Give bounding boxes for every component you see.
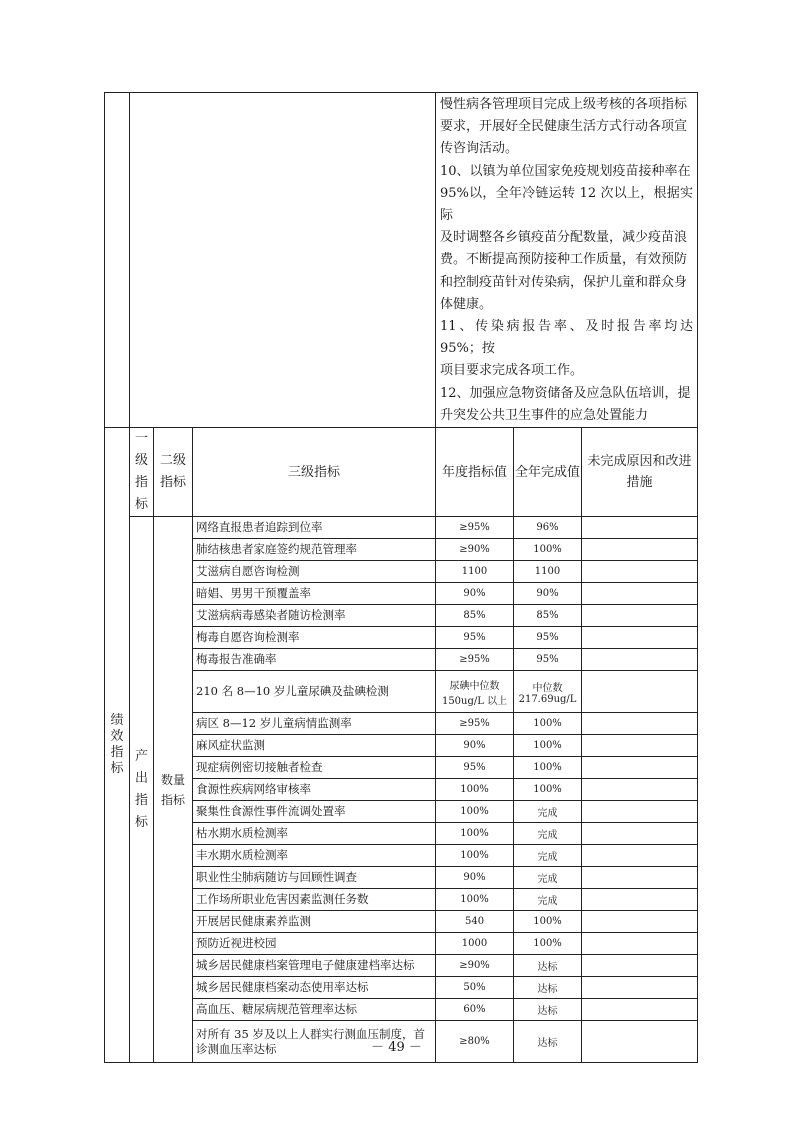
indicator-name: 210 名 8—10 岁儿童尿碘及盐碘检测 <box>193 671 436 713</box>
annual-target-value: ≥90% <box>436 539 514 561</box>
text-line: 及时调整各乡镇疫苗分配数量，减少疫苗浪 <box>440 230 688 246</box>
indicator-name: 网络直报患者追踪到位率 <box>193 517 436 539</box>
annual-target-value: 100% <box>436 845 514 867</box>
annual-target-value: 100% <box>436 889 514 911</box>
indicator-name: 梅毒自愿咨询检测率 <box>193 627 436 649</box>
reason-value <box>582 845 698 867</box>
annual-target-value: ≥95% <box>436 517 514 539</box>
header-annual-target: 年度指标值 <box>436 428 514 517</box>
table-row <box>105 713 698 735</box>
indicator-name: 职业性尘肺病随访与回顾性调查 <box>193 867 436 889</box>
table-row <box>105 911 698 933</box>
reason-value <box>582 671 698 713</box>
annual-done-value: 中位数 217.69ug/L <box>514 671 582 713</box>
annual-target-value: 尿碘中位数 150ug/L 以上 <box>436 671 514 713</box>
indicator-name: 现症病例密切接触者检查 <box>193 757 436 779</box>
indicator-name: 对所有 35 岁及以上人群实行测血压制度，首诊测血压率达标 <box>193 1021 436 1063</box>
indicator-name: 艾滋病病毒感染者随访检测率 <box>193 605 436 627</box>
annual-target-value: 60% <box>436 999 514 1021</box>
annual-done-value: 100% <box>514 933 582 955</box>
table-row <box>105 539 698 561</box>
quantity-label-cell <box>154 517 193 1063</box>
table-row <box>105 977 698 999</box>
reason-value <box>582 757 698 779</box>
table-row <box>105 845 698 867</box>
annual-target-value: 100% <box>436 779 514 801</box>
output-label-cell <box>130 517 154 1063</box>
indicator-name: 食源性疾病网络审核率 <box>193 779 436 801</box>
annual-target-value: 100% <box>436 801 514 823</box>
header-level3: 三级指标 <box>193 428 436 517</box>
reason-value <box>582 977 698 999</box>
indicator-name: 丰水期水质检测率 <box>193 845 436 867</box>
indicator-name: 高血压、糖尿病规范管理率达标 <box>193 999 436 1021</box>
text-line: 升突发公共卫生事件的应急处置能力 <box>440 407 649 423</box>
indicator-name: 麻风症状监测 <box>193 735 436 757</box>
header-row <box>105 428 698 517</box>
annual-target-value: 90% <box>436 867 514 889</box>
table-row <box>105 583 698 605</box>
header-reason-text: 未完成原因和改进措施 <box>587 454 692 491</box>
header-reason <box>582 428 698 517</box>
header-level2-text: 二级指标 <box>159 453 186 491</box>
annual-target-value: 90% <box>436 735 514 757</box>
empty-cell <box>105 93 130 428</box>
indicator-name: 肺结核患者家庭签约规范管理率 <box>193 539 436 561</box>
vertical-label: 产出指标 <box>134 748 148 830</box>
annual-done-value: 95% <box>514 649 582 671</box>
annual-done-value: 90% <box>514 583 582 605</box>
annual-target-value: 1000 <box>436 933 514 955</box>
page-number: － 49 － <box>371 1040 422 1055</box>
reason-value <box>582 933 698 955</box>
reason-value <box>582 517 698 539</box>
annual-done-value: 完成 <box>514 867 582 889</box>
reason-value <box>582 779 698 801</box>
annual-done-value: 达标 <box>514 1021 582 1063</box>
annual-done-value: 95% <box>514 627 582 649</box>
annual-done-value: 1100 <box>514 561 582 583</box>
text-line: 项目要求完成各项工作。 <box>440 363 584 379</box>
text-line: 12、加强应急物资储备及应急队伍培训，提 <box>440 385 691 401</box>
indicator-name: 枯水期水质检测率 <box>193 823 436 845</box>
indicator-name: 暗娼、男男干预覆盖率 <box>193 583 436 605</box>
text-line: 和控制疫苗针对传染病，保护儿童和群众身 <box>440 274 688 290</box>
performance-table <box>104 92 698 1063</box>
table-row <box>105 517 698 539</box>
header-level2 <box>154 428 193 517</box>
reason-value <box>582 801 698 823</box>
table-row <box>105 823 698 845</box>
indicator-name: 预防近视进校园 <box>193 933 436 955</box>
annual-target-value: 95% <box>436 757 514 779</box>
reason-value <box>582 713 698 735</box>
annual-done-value: 完成 <box>514 889 582 911</box>
annual-done-value: 完成 <box>514 845 582 867</box>
annual-done-value: 完成 <box>514 823 582 845</box>
table-row <box>105 757 698 779</box>
text-line: 费。不断提高预防接种工作质量，有效预防 <box>440 252 688 268</box>
header-annual-done: 全年完成值 <box>514 428 582 517</box>
reason-value <box>582 911 698 933</box>
indicator-name: 聚集性食源性事件流调处置率 <box>193 801 436 823</box>
table-row <box>105 671 698 713</box>
table-row <box>105 889 698 911</box>
vertical-label: 数量指标 <box>160 772 185 807</box>
reason-value <box>582 649 698 671</box>
annual-done-value: 100% <box>514 539 582 561</box>
annual-target-value: 50% <box>436 977 514 999</box>
indicator-name: 城乡居民健康档案动态使用率达标 <box>193 977 436 999</box>
annual-target-value: ≥90% <box>436 955 514 977</box>
reason-value <box>582 583 698 605</box>
text-line: 传咨询活动。 <box>440 141 519 157</box>
reason-value <box>582 955 698 977</box>
table-row <box>105 627 698 649</box>
indicator-name: 城乡居民健康档案管理电子健康建档率达标 <box>193 955 436 977</box>
annual-target-value: ≥80% <box>436 1021 514 1063</box>
table-row <box>105 561 698 583</box>
indicator-name: 工作场所职业危害因素监测任务数 <box>193 889 436 911</box>
annual-target-value: 540 <box>436 911 514 933</box>
text-line: 要求，开展好全民健康生活方式行动各项宣 <box>440 119 688 135</box>
annual-done-value: 100% <box>514 911 582 933</box>
header-level1-text: 一级指标 <box>134 431 148 513</box>
annual-done-value: 达标 <box>514 977 582 999</box>
header-level1 <box>130 428 154 517</box>
reason-value <box>582 605 698 627</box>
reason-value <box>582 889 698 911</box>
annual-target-value: ≥95% <box>436 649 514 671</box>
reason-value <box>582 823 698 845</box>
table-row <box>105 735 698 757</box>
text-line: 10、以镇为单位国家免疫规划疫苗接种率在 <box>440 163 691 179</box>
reason-value <box>582 561 698 583</box>
reason-value <box>582 867 698 889</box>
reason-value <box>582 999 698 1021</box>
reason-value <box>582 627 698 649</box>
perf-label-cell <box>105 428 130 1063</box>
table-row <box>105 933 698 955</box>
text-line: 体健康。 <box>440 296 493 312</box>
annual-target-value: 90% <box>436 583 514 605</box>
annual-done-value: 100% <box>514 713 582 735</box>
annual-target-value: 1100 <box>436 561 514 583</box>
task-description-cell <box>436 93 698 428</box>
annual-done-value: 达标 <box>514 999 582 1021</box>
table-row <box>105 801 698 823</box>
reason-value <box>582 539 698 561</box>
annual-done-value: 100% <box>514 779 582 801</box>
table-row <box>105 605 698 627</box>
indicator-name: 艾滋病自愿咨询检测 <box>193 561 436 583</box>
table-row <box>105 779 698 801</box>
reason-value <box>582 735 698 757</box>
annual-done-value: 完成 <box>514 801 582 823</box>
empty-cell <box>130 93 436 428</box>
annual-target-value: 100% <box>436 823 514 845</box>
text-line: 慢性病各管理项目完成上级考核的各项指标 <box>440 97 688 112</box>
indicator-name: 开展居民健康素养监测 <box>193 911 436 933</box>
indicator-name: 梅毒报告准确率 <box>193 649 436 671</box>
indicator-name: 病区 8—12 岁儿童病情监测率 <box>193 713 436 735</box>
text-line: 95%以，全年冷链运转 12 次以上，根据实际 <box>440 185 694 224</box>
top-text-row <box>105 93 698 428</box>
table-row <box>105 955 698 977</box>
vertical-label: 绩效指标 <box>110 713 124 777</box>
annual-target-value: 85% <box>436 605 514 627</box>
annual-done-value: 100% <box>514 757 582 779</box>
annual-done-value: 85% <box>514 605 582 627</box>
annual-target-value: ≥95% <box>436 713 514 735</box>
annual-done-value: 达标 <box>514 955 582 977</box>
text-line: 11、传染病报告率、及时报告率均达 95%；按 <box>440 319 694 357</box>
table-row <box>105 649 698 671</box>
annual-done-value: 100% <box>514 735 582 757</box>
table-row <box>105 999 698 1021</box>
annual-target-value: 95% <box>436 627 514 649</box>
annual-done-value: 96% <box>514 517 582 539</box>
table-row <box>105 867 698 889</box>
